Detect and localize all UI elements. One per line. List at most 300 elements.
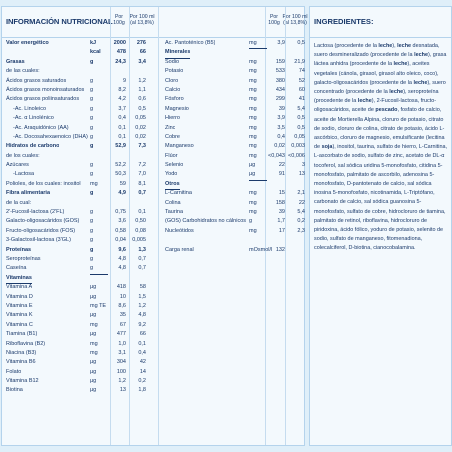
nutrient-label: (GOS) Carbohidratos no cálnicos xyxy=(165,218,247,225)
value-per-100g: 304 xyxy=(116,359,126,366)
value-per-100ml: 0,7 xyxy=(138,190,146,197)
nutrient-label: Calcio xyxy=(165,86,181,93)
nutrient-unit: mg xyxy=(249,143,257,150)
nutrient-label: Polioles, de los cuales: inositol xyxy=(6,180,81,187)
nutrient-unit: g xyxy=(90,190,94,197)
nutrient-row xyxy=(161,246,304,255)
value-per-100ml: 0,005 xyxy=(132,237,146,244)
nutrient-label: Vitamina D xyxy=(6,293,33,300)
nutrient-unit: mg xyxy=(90,321,98,328)
nutrient-unit: mg xyxy=(249,227,257,234)
nutrient-label: Hierro xyxy=(165,115,180,122)
nutrient-label: Otros xyxy=(165,180,180,190)
nutrient-unit: µg xyxy=(90,387,97,394)
value-per-100ml: 0,50 xyxy=(135,218,146,225)
nutrient-row xyxy=(2,311,145,320)
nutrient-label: Selenio xyxy=(165,162,184,169)
ingredient-text: ), aceites vegetales (cánola, girasol, girasol alto oleico, coco), galacto-oligosacáridos (procedente de la xyxy=(314,61,439,86)
nutrient-unit: g xyxy=(90,209,94,216)
value-per-100g: 59 xyxy=(119,180,126,187)
ingredient-text: ), xyxy=(392,43,398,49)
ingredients-text xyxy=(314,42,447,254)
nutrient-label: Flúor xyxy=(165,152,178,159)
value-per-100g: 477 xyxy=(116,331,126,338)
nutrient-unit: g xyxy=(90,133,94,140)
value-per-100g: 0,75 xyxy=(115,209,126,216)
nutrient-row xyxy=(2,39,145,48)
nutrient-row xyxy=(2,246,145,255)
nutrient-label: Yodo xyxy=(165,171,178,178)
value-per-100g: 0,4 xyxy=(277,133,285,140)
value-per-100g: 533 xyxy=(275,68,285,75)
nutrient-row xyxy=(161,227,304,236)
nutrient-row xyxy=(161,170,304,179)
ingredient-text: , fosfato de calcio, aceite de Mortierella Alpina, cloruro de potasio, citrato de sodio, cloruro de colina, citrato de potasio, ácido L-ascórbico, cloruro de magnesio, emulsificante (lecitina de xyxy=(314,107,445,151)
value-per-100ml: 74 xyxy=(298,68,305,75)
nutrient-unit: g xyxy=(90,227,94,234)
value-per-100ml: 7,0 xyxy=(138,171,146,178)
nutrient-label: Ácidos grasos monoinsaturados xyxy=(6,86,85,93)
value-per-100ml: 0,02 xyxy=(135,133,146,140)
nutrient-label: Vitamina B12 xyxy=(6,378,39,385)
nutrient-unit: µg xyxy=(249,171,256,178)
nutrient-unit: g xyxy=(90,96,94,103)
nutrient-unit: kcal xyxy=(90,49,101,56)
value-per-100ml: 0,6 xyxy=(138,96,146,103)
nutrient-row xyxy=(161,77,304,86)
value-per-100ml: 41 xyxy=(298,96,305,103)
value-per-100ml: 1,2 xyxy=(138,77,146,84)
nutrient-row xyxy=(161,208,304,217)
value-per-100ml: 66 xyxy=(139,49,146,56)
nutrient-row xyxy=(161,152,304,161)
nutrient-unit: mg xyxy=(249,105,257,112)
column-divider xyxy=(158,7,159,445)
nutrition-panel xyxy=(1,6,308,446)
nutrient-label: Vitamina C xyxy=(6,321,33,328)
nutrient-unit: g xyxy=(90,171,94,178)
nutrient-label: Sodio xyxy=(165,58,180,65)
value-per-100ml: 5,4 xyxy=(297,105,305,112)
col-header-per-100ml: Por 100 ml (al 13,8%) xyxy=(129,14,155,26)
ingredient-text: ), seroproteína (procedente de la xyxy=(314,89,439,105)
value-per-100g: 3,5 xyxy=(277,124,285,131)
value-per-100g: 3,1 xyxy=(118,349,126,356)
nutrient-row xyxy=(2,377,145,386)
nutrient-row xyxy=(2,321,145,330)
nutrient-label: Vitamina B6 xyxy=(6,359,36,366)
nutrient-unit: g xyxy=(90,124,94,131)
value-per-100ml: 0,5 xyxy=(297,124,305,131)
nutrient-unit: mg xyxy=(249,86,257,93)
nutrient-row xyxy=(161,133,304,142)
value-per-100ml: 2,1 xyxy=(297,190,305,197)
value-per-100ml: 1,2 xyxy=(138,302,146,309)
nutrient-unit: mg xyxy=(249,199,257,206)
nutrient-row xyxy=(2,368,145,377)
value-per-100g: 434 xyxy=(275,86,285,93)
allergen-text: leche xyxy=(389,89,404,96)
nutrient-unit: mg TE xyxy=(90,302,107,309)
value-per-100g: 35 xyxy=(119,312,126,319)
nutrient-unit: g xyxy=(90,237,94,244)
value-per-100ml: 0,7 xyxy=(138,255,146,262)
value-per-100g: 22 xyxy=(278,162,285,169)
nutrition-table-right xyxy=(161,39,304,255)
nutrient-label: Seroproteínas xyxy=(6,255,41,262)
nutrient-label: Potasio xyxy=(165,68,184,75)
value-per-100g: 4,9 xyxy=(118,190,126,197)
nutrient-label: Ácidos grasos saturados xyxy=(6,77,67,84)
nutrient-unit: mg xyxy=(249,77,257,84)
value-per-100ml: 22 xyxy=(298,199,305,206)
value-per-100ml: 2,3 xyxy=(297,227,305,234)
value-per-100g: 13 xyxy=(119,387,126,394)
value-per-100ml: 58 xyxy=(139,284,146,291)
value-per-100g: 67 xyxy=(119,321,126,328)
nutrient-row xyxy=(2,152,145,161)
value-per-100g: 3,9 xyxy=(277,40,285,46)
ingredients-title: INGREDIENTES: xyxy=(314,17,374,26)
nutrient-row xyxy=(2,386,145,395)
value-per-100g: 4,8 xyxy=(118,255,126,262)
nutrient-unit: mg xyxy=(249,124,257,131)
nutrient-label: Manganeso xyxy=(165,143,194,150)
allergen-text: pescado xyxy=(375,107,398,114)
value-per-100g: 0,02 xyxy=(274,143,285,150)
nutrient-row xyxy=(2,358,145,367)
value-per-100g: 15 xyxy=(278,190,285,197)
nutrient-unit xyxy=(249,48,267,49)
nutrient-label: Proteínas xyxy=(6,246,32,253)
nutrient-label: de la cual: xyxy=(6,199,32,206)
nutrient-unit: µg xyxy=(90,284,97,291)
nutrient-unit: µg xyxy=(90,293,97,300)
ingredient-text: ), 2-Fucosil-lactosa, fructo-oligosacáridos, aceite de xyxy=(314,98,437,114)
nutrient-label: Magnesio xyxy=(165,105,189,112)
value-per-100g: 17 xyxy=(278,227,285,234)
value-per-100g: 3,6 xyxy=(118,218,126,225)
col-header-per-100ml-right: Por 100 ml (al 13,8%) xyxy=(282,14,308,26)
value-per-100g: 39 xyxy=(278,105,285,112)
value-per-100ml: 0,05 xyxy=(294,133,305,140)
nutrient-unit: mg xyxy=(249,133,257,140)
ingredient-text: ), suero concentrado (procedente de la xyxy=(314,79,446,96)
value-per-100ml: 3,4 xyxy=(138,58,146,65)
nutrient-unit: kJ xyxy=(90,40,97,46)
nutrient-label: Valor energético xyxy=(6,40,49,46)
value-per-100ml: 0,5 xyxy=(297,40,305,46)
nutrient-label: Vitamina K xyxy=(6,312,33,319)
nutrition-table-left xyxy=(2,39,145,396)
nutrient-label: -Ac. Docosahexaenoico (DHA) xyxy=(13,133,88,140)
value-per-100g: 159 xyxy=(275,58,285,65)
nutrient-row xyxy=(161,236,304,245)
nutrient-label: Galacto-oligosacáridos (GOS) xyxy=(6,218,80,225)
nutrient-label: 2'-Fucosil-lactosa (2'FL) xyxy=(6,209,65,216)
nutrient-label: Cloro xyxy=(165,77,179,84)
nutrient-label: Zinc xyxy=(165,124,176,131)
nutrient-row xyxy=(2,58,145,67)
value-per-100ml: 0,5 xyxy=(297,115,305,122)
nutrient-row xyxy=(2,264,145,273)
nutrient-row xyxy=(2,236,145,245)
nutrient-unit: g xyxy=(90,105,94,112)
nutrient-unit: g xyxy=(90,218,94,225)
ingredient-text: ), inositol, taurina, sulfato de hierro, L-Carnitina, L-ascorbato de sodio, sulfato de zinc, acetato de DL-α tocoferol, sal sódica uridina 5-monofosfato, citidina 5-monofosfato, palmitato de ascorbilo, adenosina 5-monofosfato, D-pantotenato de calcio, sal sódica inosina 5-monofosfato, nicotinamida, L-Triptófano, carbonato de calcio, sal sódica guanosina 5-monofosfato, sulfato de cobre, hidrocloruro de tiamina, palmitato de retinol, riboflavina, hidrocloruro de piridoxina, ácido fólico, yoduro de potasio, selenito de sodio, sulfato de manganeso, fitomenadiona, colecalciferol, D-biotina, cianocobalamina. xyxy=(314,144,447,252)
nutrient-unit: mg xyxy=(90,180,98,187)
nutrient-row xyxy=(2,161,145,170)
value-per-100g: 0,4 xyxy=(118,115,126,122)
nutrient-label: Fósforo xyxy=(165,96,184,103)
nutrient-row xyxy=(2,208,145,217)
nutrient-label: Cobre xyxy=(165,133,180,140)
nutrient-row xyxy=(161,105,304,114)
nutrient-unit: g xyxy=(90,162,94,169)
value-per-100g: 1,2 xyxy=(118,378,126,385)
value-per-100g: 380 xyxy=(275,77,285,84)
nutrient-row xyxy=(2,77,145,86)
ingredient-text: ), grasa láctea anhidra (procedente de la xyxy=(314,52,447,68)
nutrient-row xyxy=(161,86,304,95)
nutrient-unit: g xyxy=(90,255,94,262)
nutrient-unit: g xyxy=(90,143,94,150)
nutrient-label: -Lactosa xyxy=(13,171,35,178)
nutrient-unit: mg xyxy=(90,349,98,356)
nutrient-unit: g xyxy=(90,58,94,65)
value-per-100ml: 0,05 xyxy=(135,115,146,122)
nutrient-row xyxy=(161,180,304,189)
nutrient-unit: g xyxy=(90,86,94,93)
value-per-100ml: 1,1 xyxy=(138,86,146,93)
nutrient-label: 3-Galactosil-lactosa (3'GL) xyxy=(6,237,71,244)
nutrient-row xyxy=(2,170,145,179)
value-per-100ml: 0,2 xyxy=(297,218,305,225)
nutrient-unit: mg xyxy=(249,152,257,159)
ingredients-panel xyxy=(309,6,452,446)
value-per-100g: 3,9 xyxy=(277,115,285,122)
nutrient-row xyxy=(2,95,145,104)
allergen-text: leche xyxy=(397,43,412,49)
nutrient-row xyxy=(2,142,145,151)
nutrient-label: Biotina xyxy=(6,387,23,394)
value-per-100ml: 52 xyxy=(298,77,305,84)
value-per-100ml: 0,02 xyxy=(135,124,146,131)
nutrient-label: Minerales xyxy=(165,48,190,58)
value-per-100g: 0,1 xyxy=(118,133,126,140)
nutrient-row xyxy=(2,124,145,133)
nutrient-label: Fructo-oligosacáridos (FOS) xyxy=(6,227,76,234)
nutrient-label: Azúcares xyxy=(6,162,29,169)
ingredients-header xyxy=(310,7,451,38)
nutrient-row xyxy=(161,124,304,133)
nutrient-unit xyxy=(249,180,267,181)
value-per-100g: 10 xyxy=(119,293,126,300)
nutrient-label: Carga renal xyxy=(165,246,194,253)
value-per-100ml: 0,7 xyxy=(138,265,146,272)
value-per-100g: 418 xyxy=(116,284,126,291)
nutrient-unit: mg xyxy=(249,96,257,103)
col-header-per-100g: Por 100g xyxy=(113,14,125,26)
nutrient-unit: mg xyxy=(90,340,98,347)
nutrient-row xyxy=(2,180,145,189)
value-per-100ml: 9,2 xyxy=(138,321,146,328)
nutrient-label: Fibra alimentaria xyxy=(6,190,51,197)
value-per-100ml: 7,2 xyxy=(138,162,146,169)
value-per-100ml: 7,3 xyxy=(138,143,146,150)
nutrient-row xyxy=(2,255,145,264)
nutrient-row xyxy=(161,114,304,123)
nutrient-label: Taurina xyxy=(165,209,184,216)
value-per-100ml: <0,006 xyxy=(288,152,305,159)
col-header-per-100g-right: Por 100g xyxy=(268,14,280,26)
nutrient-row xyxy=(2,133,145,142)
value-per-100g: 24,3 xyxy=(115,58,126,65)
value-per-100g: 158 xyxy=(275,199,285,206)
nutrient-label: -Ac. Araquidónico (AA) xyxy=(13,124,69,131)
nutrient-unit: mg xyxy=(249,58,257,65)
value-per-100ml: 1,5 xyxy=(138,293,146,300)
nutrition-title: INFORMACIÓN NUTRICIONAL xyxy=(6,17,113,26)
value-per-100ml: 1,3 xyxy=(138,246,146,253)
value-per-100g: 52,9 xyxy=(115,143,126,150)
nutrient-row xyxy=(161,58,304,67)
ingredient-text: desnatada, suero desmineralizado (procedente de la xyxy=(314,43,440,59)
nutrient-label: Niacina (B3) xyxy=(6,349,37,356)
value-per-100ml: 8,1 xyxy=(138,180,146,187)
nutrient-row xyxy=(2,349,145,358)
nutrition-header xyxy=(2,7,308,38)
nutrient-row xyxy=(2,274,145,283)
value-per-100g: 478 xyxy=(116,49,126,56)
value-per-100ml: 276 xyxy=(136,40,146,46)
value-per-100ml: 1,8 xyxy=(138,387,146,394)
value-per-100g: 52,2 xyxy=(115,162,126,169)
value-per-100g: 8,2 xyxy=(118,86,126,93)
value-per-100g: 0,04 xyxy=(115,237,126,244)
nutrient-unit: g xyxy=(90,246,94,253)
nutrient-label: de los cuales: xyxy=(6,152,40,159)
value-per-100ml: 0,5 xyxy=(138,105,146,112)
nutrient-label: Nucleótidos xyxy=(165,227,194,234)
value-per-100g: 4,2 xyxy=(118,96,126,103)
value-per-100g: 8,6 xyxy=(118,302,126,309)
value-per-100ml: 14 xyxy=(139,368,146,375)
allergen-text: leche xyxy=(378,43,393,49)
nutrient-label: Grasas xyxy=(6,58,25,65)
nutrient-label: L-Carnitina xyxy=(165,190,192,197)
nutrient-unit: µg xyxy=(249,162,256,169)
nutrient-row xyxy=(2,293,145,302)
nutrient-label: -Ac. α Linolénico xyxy=(13,115,54,122)
nutrient-row xyxy=(161,95,304,104)
value-per-100ml: 3 xyxy=(301,162,305,169)
value-per-100g: 1,7 xyxy=(277,218,285,225)
nutrient-row xyxy=(161,217,304,226)
nutrient-row xyxy=(2,67,145,76)
value-per-100ml: 4,8 xyxy=(138,312,146,319)
value-per-100ml: 0,1 xyxy=(138,209,146,216)
nutrient-label: Ac. Pantoténico (B5) xyxy=(165,40,216,46)
value-per-100g: 0,58 xyxy=(115,227,126,234)
value-per-100ml: 21,9 xyxy=(294,58,305,65)
value-per-100g: 0,1 xyxy=(118,124,126,131)
nutrient-row xyxy=(161,161,304,170)
nutrient-row xyxy=(2,340,145,349)
nutrient-row xyxy=(2,217,145,226)
nutrient-unit: g xyxy=(90,77,94,84)
nutrient-row xyxy=(2,227,145,236)
nutrient-row xyxy=(161,199,304,208)
value-per-100g: 100 xyxy=(116,368,126,375)
nutrient-label: Ácidos grasos poliinsaturados xyxy=(6,96,80,103)
value-per-100ml: 0,2 xyxy=(138,378,146,385)
value-per-100g: 9,6 xyxy=(118,246,126,253)
nutrient-row xyxy=(2,199,145,208)
value-per-100g: 39 xyxy=(278,209,285,216)
nutrient-label: Tiamina (B1) xyxy=(6,331,38,338)
nutrient-label: Colina xyxy=(165,199,181,206)
nutrient-row xyxy=(2,189,145,198)
nutrient-row xyxy=(2,283,145,292)
nutrient-unit: µg xyxy=(90,312,97,319)
nutrient-label: Vitaminas xyxy=(6,274,32,284)
value-per-100ml: 0,003 xyxy=(291,143,305,150)
allergen-text: leche xyxy=(357,98,372,105)
nutrient-label: de las cuales: xyxy=(6,68,40,75)
value-per-100g: 3,7 xyxy=(118,105,126,112)
value-per-100g: 299 xyxy=(275,96,285,103)
allergen-text: leche xyxy=(413,79,428,86)
value-per-100ml: 13 xyxy=(298,171,305,178)
nutrient-unit: µg xyxy=(90,331,97,338)
value-per-100ml: 42 xyxy=(139,359,146,366)
value-per-100ml: 0,08 xyxy=(135,227,146,234)
nutrient-row xyxy=(161,67,304,76)
value-per-100g: 91 xyxy=(278,171,285,178)
nutrient-unit: mOsmol/l xyxy=(249,246,273,253)
nutrient-row xyxy=(2,302,145,311)
nutrient-unit: mg xyxy=(249,40,257,46)
allergen-text: leche xyxy=(393,61,408,68)
value-per-100g: 2000 xyxy=(113,40,126,46)
value-per-100g: 132 xyxy=(275,246,285,253)
nutrient-label: Vitamina E xyxy=(6,302,33,309)
nutrient-unit: g xyxy=(90,115,94,122)
nutrient-unit: mg xyxy=(249,209,257,216)
nutrient-label: Caseína xyxy=(6,265,27,272)
allergen-text: leche xyxy=(414,52,428,59)
nutrient-row xyxy=(2,105,145,114)
nutrient-label: -Ac. Linoleico xyxy=(13,105,47,112)
nutrient-row xyxy=(161,142,304,151)
value-per-100g: 50,3 xyxy=(115,171,126,178)
nutrient-unit: mg xyxy=(249,68,257,75)
value-per-100g: 9 xyxy=(122,77,126,84)
nutrient-row xyxy=(161,189,304,198)
value-per-100g: 4,8 xyxy=(118,265,126,272)
nutrient-unit: mg xyxy=(249,190,257,197)
value-per-100ml: 0,1 xyxy=(138,340,146,347)
value-per-100ml: 60 xyxy=(298,86,305,93)
value-per-100g: <0,043 xyxy=(268,152,285,159)
nutrient-row xyxy=(2,48,145,57)
value-per-100ml: 5,4 xyxy=(297,209,305,216)
nutrient-unit: mg xyxy=(249,115,257,122)
nutrient-unit xyxy=(90,274,108,275)
nutrient-unit: g xyxy=(249,218,253,225)
nutrient-row xyxy=(2,330,145,339)
